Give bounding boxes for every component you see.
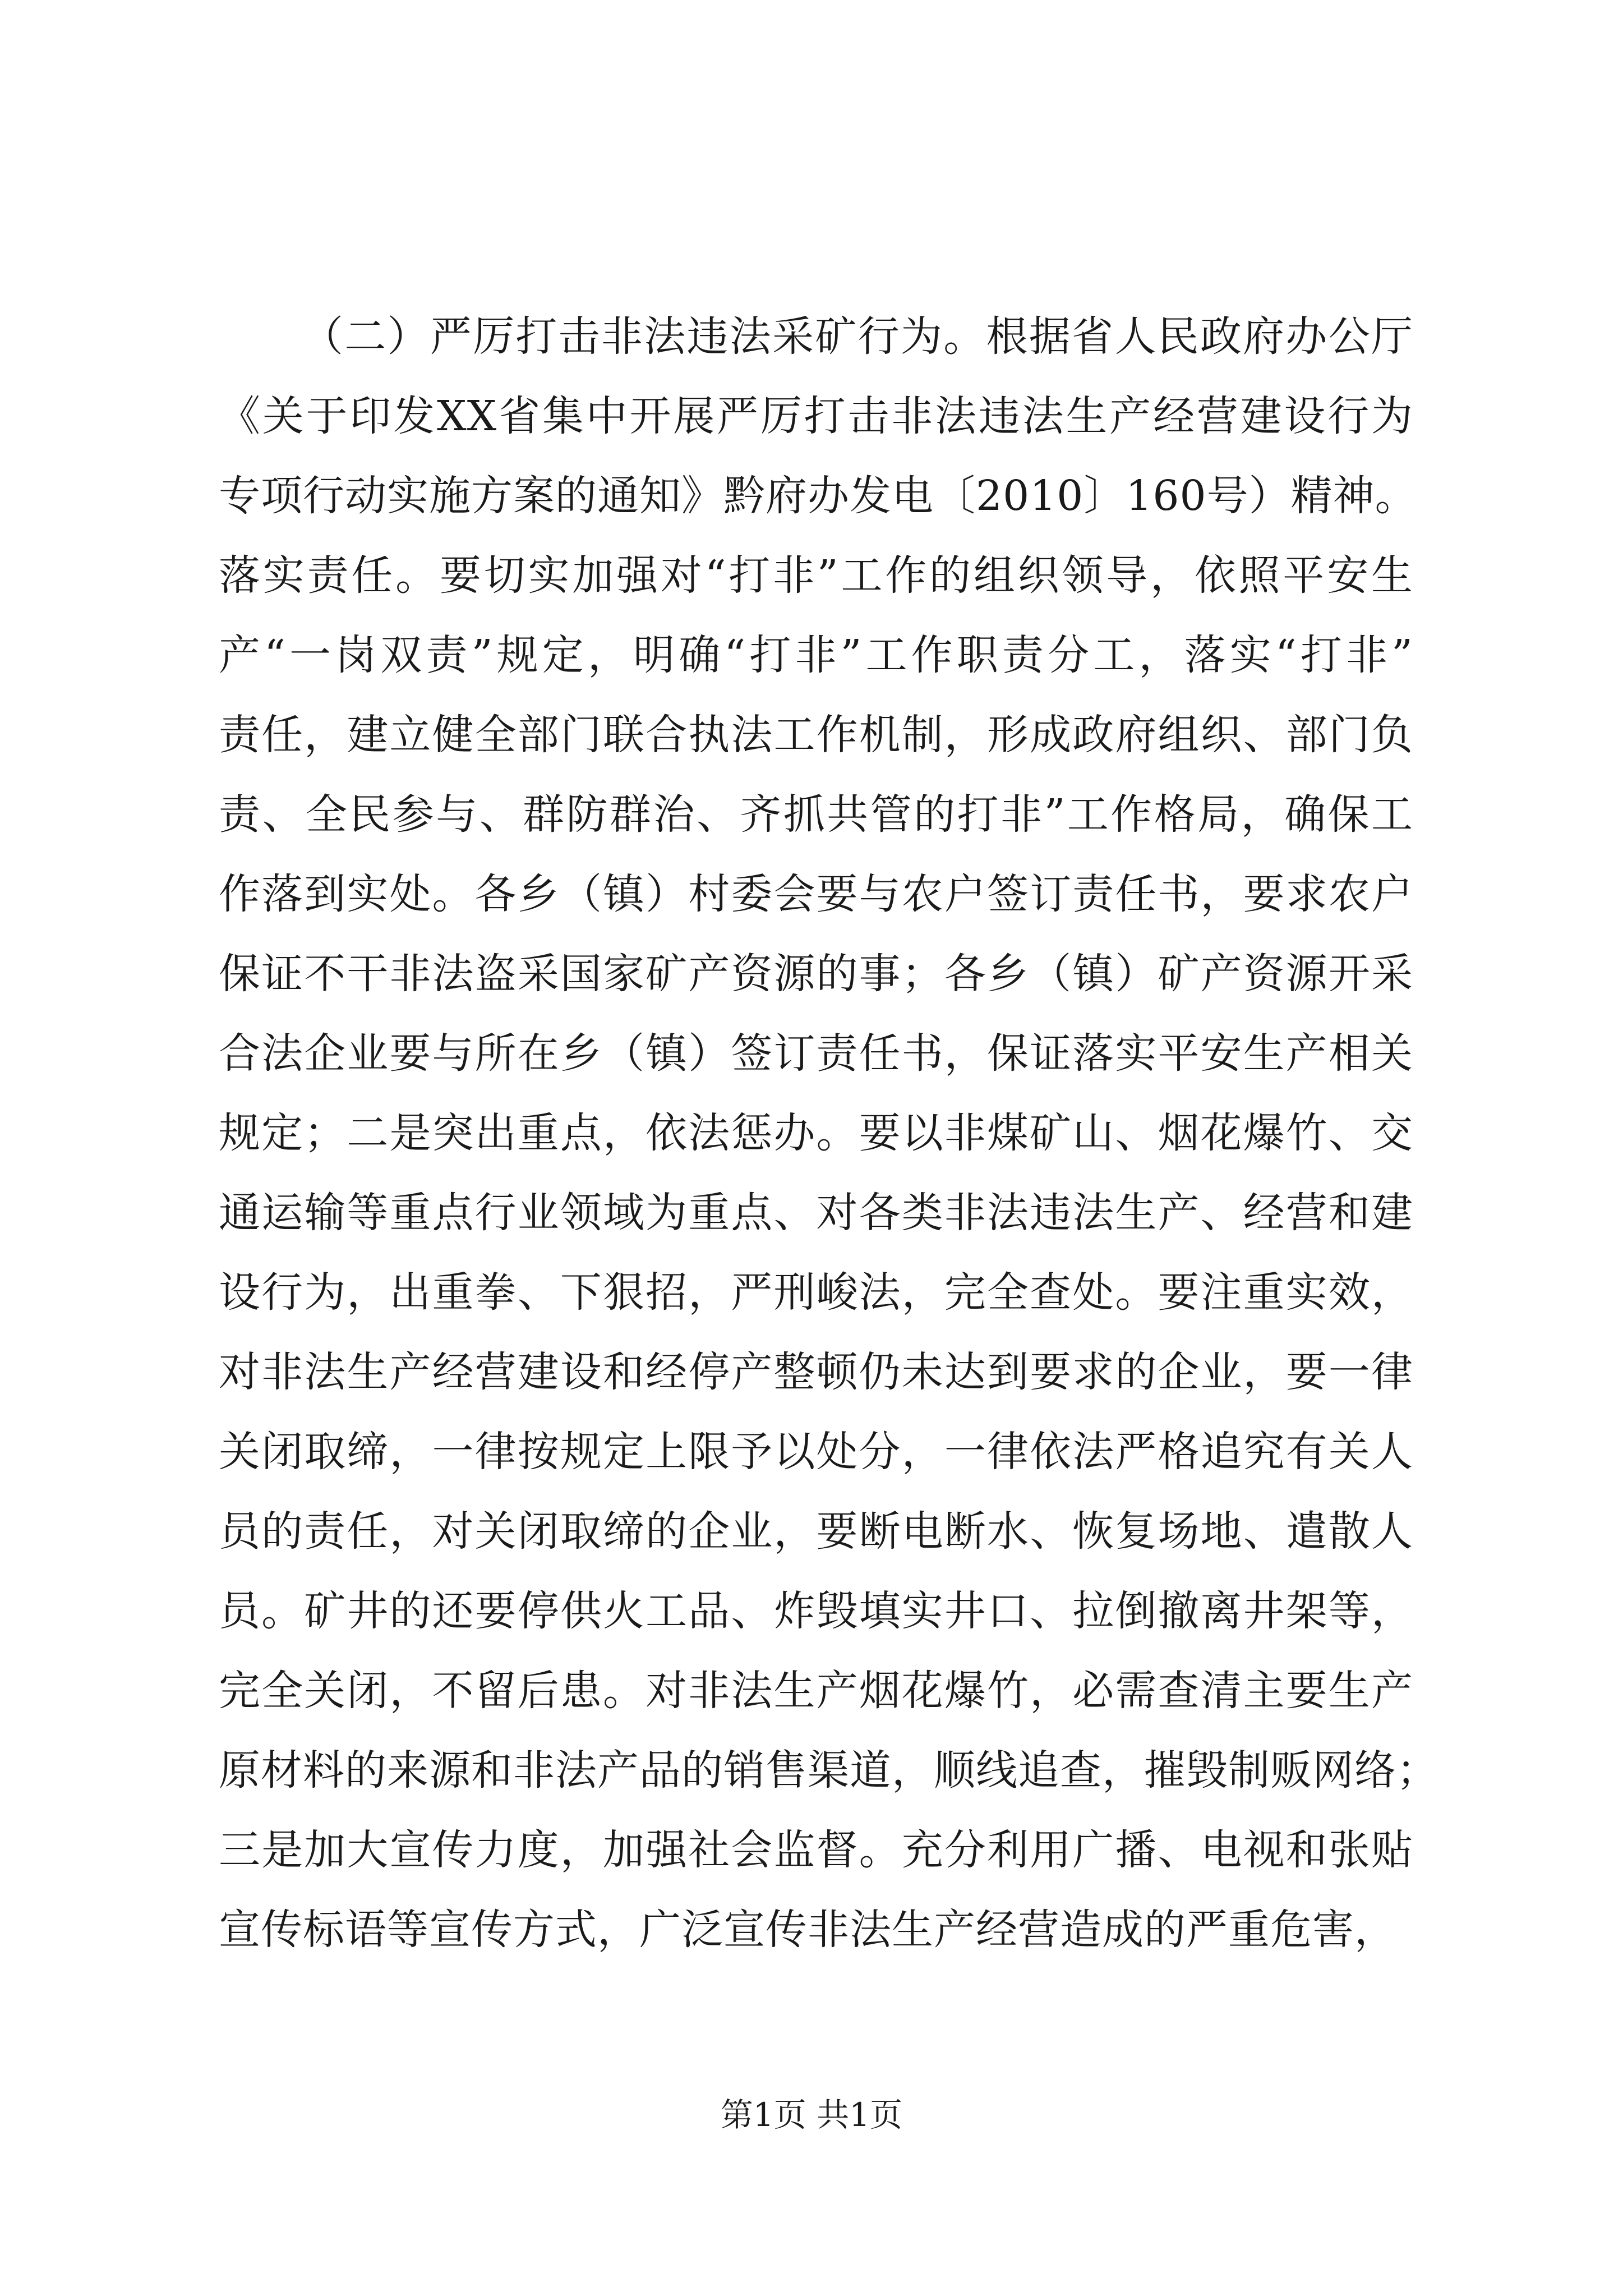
text-line: （二）严厉打击非法违法采矿行为。根据省人民政府办公厅	[302, 312, 1413, 361]
text-line: 作落到实处。各乡（镇）村委会要与农户签订责任书，要求农户	[219, 870, 1413, 918]
text-line: 《关于印发XX省集中开展严厉打击非法违法生产经营建设行为	[219, 392, 1413, 440]
text-line: 原材料的来源和非法产品的销售渠道，顺线追查，摧毁制贩网络；	[219, 1746, 1438, 1795]
text-line: 通运输等重点行业领域为重点、对各类非法违法生产、经营和建	[219, 1189, 1413, 1237]
text-line: 对非法生产经营建设和经停产整顿仍未达到要求的企业，要一律	[219, 1348, 1413, 1396]
text-line: 产“一岗双责”规定，明确“打非”工作职责分工，落实“打非”	[219, 631, 1413, 679]
text-line: 完全关闭，不留后患。对非法生产烟花爆竹，必需查清主要生产	[219, 1667, 1413, 1715]
text-line: 责、全民参与、群防群治、齐抓共管的打非”工作格局，确保工	[219, 790, 1413, 839]
text-line: 三是加大宣传力度，加强社会监督。充分利用广播、电视和张贴	[219, 1826, 1413, 1874]
text-line: 专项行动实施方案的通知》黔府办发电〔2010〕160号）精神。	[219, 472, 1417, 520]
text-line: 员。矿井的还要停供火工品、炸毁填实井口、拉倒撤离井架等，	[219, 1587, 1413, 1635]
page-number-footer: 第1页 共1页	[720, 2096, 903, 2134]
text-line: 员的责任，对关闭取缔的企业，要断电断水、恢复场地、遣散人	[219, 1507, 1413, 1556]
text-line: 宣传标语等宣传方式，广泛宣传非法生产经营造成的严重危害，	[219, 1906, 1396, 1954]
text-line: 保证不干非法盗采国家矿产资源的事；各乡（镇）矿产资源开采	[219, 950, 1413, 998]
text-line: 责任，建立健全部门联合执法工作机制，形成政府组织、部门负	[219, 711, 1413, 759]
text-line: 规定；二是突出重点，依法惩办。要以非煤矿山、烟花爆竹、交	[219, 1109, 1413, 1157]
text-line: 落实责任。要切实加强对“打非”工作的组织领导，依照平安生	[219, 551, 1413, 600]
text-line: 合法企业要与所在乡（镇）签订责任书，保证落实平安生产相关	[219, 1029, 1413, 1078]
text-line: 设行为，出重拳、下狠招，严刑峻法，完全查处。要注重实效，	[219, 1268, 1413, 1317]
text-line: 关闭取缔，一律按规定上限予以处分，一律依法严格追究有关人	[219, 1428, 1413, 1476]
